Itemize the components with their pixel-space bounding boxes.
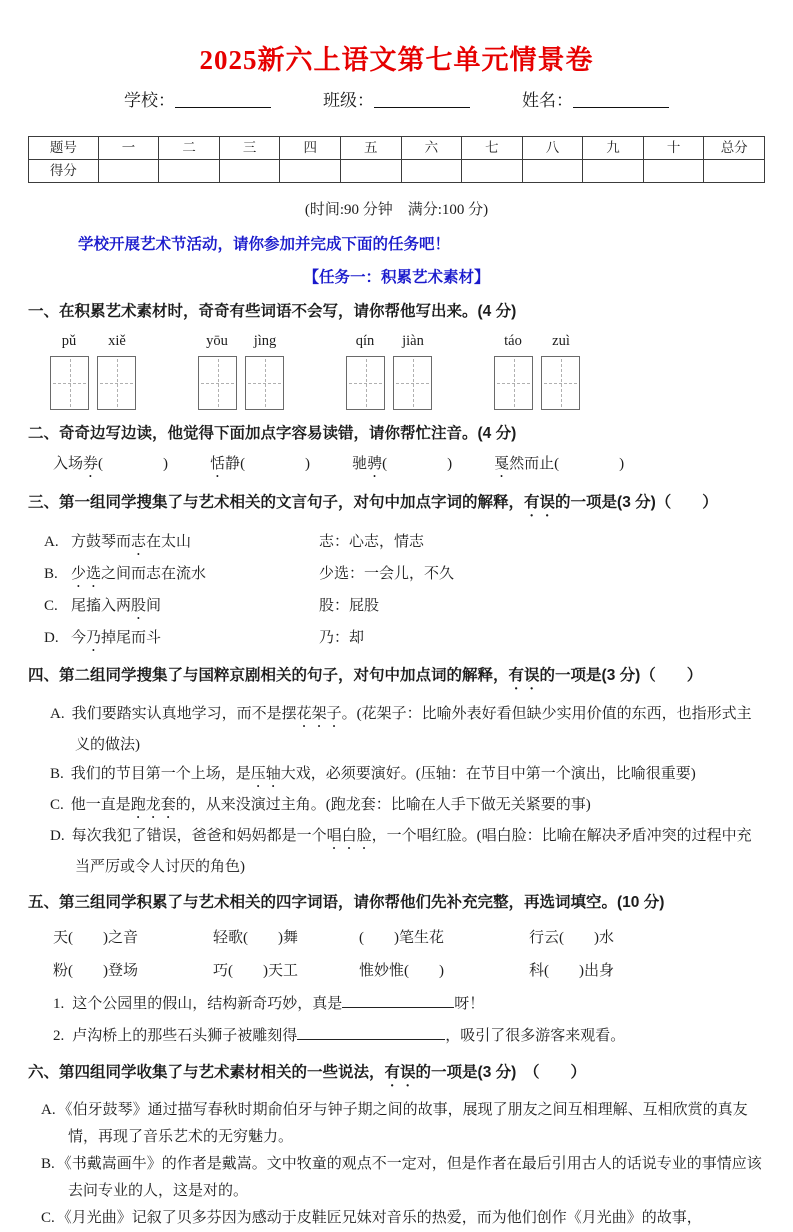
option-label: B. (50, 765, 64, 782)
q4-option-d[interactable] (28, 822, 765, 882)
item-number: 1. (53, 995, 65, 1012)
clause-text: 间 (146, 597, 162, 614)
dotted-char: 券 (83, 455, 99, 472)
writing-box[interactable] (50, 356, 89, 410)
option-text: 的，从来没演过主角。(跑龙套：比喻在人手下做无关紧要的事) (175, 796, 591, 813)
annotation-blank[interactable]: ( ) (382, 455, 453, 472)
clause-text: 方鼓琴而 (71, 533, 132, 550)
dotted-char: 有误 (384, 1063, 416, 1081)
score-header-cell: 一 (98, 136, 159, 159)
score-table-score-row (29, 159, 765, 182)
dotted-char: 骋 (367, 455, 383, 472)
option-text: 他一直是 (70, 796, 131, 813)
class-field (323, 88, 470, 114)
score-cell[interactable] (341, 159, 402, 182)
score-cell[interactable] (219, 159, 280, 182)
item-text: ，吸引了很多游客来观看。 (445, 1027, 626, 1044)
student-info-row (28, 88, 765, 114)
score-header-cell: 三 (219, 136, 280, 159)
dotted-char: 少选 (71, 565, 102, 582)
option-clause (71, 527, 319, 559)
q5-fill-item-2 (28, 1020, 765, 1052)
option-text: ，一个唱红脸。(唱白脸：比喻在解决矛盾冲突的过程中充当严厉或令人讨厌的角色) (75, 827, 752, 875)
school-label: 学校： (124, 91, 175, 111)
pinyin-group (50, 331, 136, 410)
name-label: 姓名： (522, 91, 573, 111)
annotation-blank[interactable]: ( ) (240, 455, 311, 472)
option-label: C. (50, 796, 64, 813)
class-input-line[interactable] (374, 90, 470, 108)
q2-item (53, 453, 168, 481)
pinyin-label: táo (504, 332, 522, 349)
pinyin-label: jìng (253, 332, 277, 349)
writing-box[interactable] (198, 356, 237, 410)
option-clause (71, 559, 319, 591)
item-text: 卢沟桥上的那些石头狮子被雕刻得 (72, 1027, 298, 1044)
q2-item (352, 453, 452, 481)
option-explain: 股：屁股 (319, 597, 380, 614)
heading-text: 的一项是(3 分)（ ） (555, 493, 718, 511)
q6-option-c[interactable] (28, 1205, 765, 1232)
q3-option-c[interactable] (28, 591, 765, 623)
score-cell[interactable] (159, 159, 220, 182)
option-explain: 乃：却 (319, 629, 365, 646)
option-label: B. (41, 1155, 55, 1172)
pinyin-label: pǔ (61, 332, 77, 349)
option-label: D. (50, 827, 65, 844)
word-text: 入场 (53, 455, 84, 472)
dotted-char: 恬 (210, 455, 226, 472)
option-label: A. (41, 1101, 56, 1118)
clause-text: 在太山 (146, 533, 192, 550)
q5-word[interactable]: 粉( )登场 (53, 962, 138, 979)
class-label: 班级： (323, 91, 374, 111)
dotted-char: 跑龙套 (130, 796, 176, 813)
exam-info: (时间:90 分钟 满分:100 分) (304, 201, 489, 218)
writing-box[interactable] (245, 356, 284, 410)
item-text: 呀！ (454, 995, 485, 1012)
dotted-char: 戛 (494, 455, 510, 472)
option-text: 。(花架子：比喻外表好看但缺少实用价值的东西，也指形式主义的做法) (75, 705, 752, 753)
q2-word-row (28, 453, 765, 481)
dotted-char: 股 (131, 597, 147, 614)
fill-blank[interactable] (342, 992, 454, 1008)
word-text: 驰 (352, 455, 368, 472)
dotted-char: 有误 (524, 493, 556, 511)
option-explain: 少选：一会儿，不久 (319, 565, 455, 582)
q6-heading (28, 1061, 765, 1090)
score-cell[interactable] (583, 159, 644, 182)
q5-word-row-1 (28, 922, 765, 955)
q3-option-b[interactable] (28, 559, 765, 591)
option-label: C. (44, 597, 58, 614)
q5-word[interactable]: 天( )之音 (53, 929, 138, 946)
heading-text: 四、第二组同学搜集了与国粹京剧相关的句子，对句中加点词的解释， (28, 666, 509, 684)
word-text: 然而止 (509, 455, 555, 472)
score-cell[interactable] (462, 159, 523, 182)
pinyin-labels (50, 331, 136, 353)
pinyin-label: yōu (206, 332, 228, 349)
score-cell[interactable] (704, 159, 765, 182)
q3-heading (28, 491, 765, 520)
score-header-cell: 十 (643, 136, 704, 159)
annotation-blank[interactable]: ( ) (98, 455, 169, 472)
pinyin-group (494, 331, 580, 410)
option-text: 大戏，必须要演好。(压轴：在节目中第一个演出，比喻很重要) (280, 765, 696, 782)
q6-option-a[interactable] (28, 1097, 765, 1151)
name-input-line[interactable] (573, 90, 669, 108)
pinyin-label: jiàn (402, 332, 424, 349)
q4-heading (28, 664, 765, 693)
pinyin-labels (198, 331, 284, 353)
score-header-cell: 六 (401, 136, 462, 159)
score-header-cell: 七 (462, 136, 523, 159)
school-field (124, 88, 271, 114)
option-text: 《伯牙鼓琴》通过描写春秋时期俞伯牙与钟子期之间的故事，展现了朋友之间互相理解、互相欣赏的真友情，再现了音乐艺术的无穷魅力。 (57, 1101, 748, 1145)
q2-item (494, 453, 624, 481)
word-text: 静 (225, 455, 241, 472)
q1-pinyin-area (28, 331, 765, 410)
option-text: 每次我犯了错误，爸爸和妈妈都是一个 (71, 827, 327, 844)
dotted-char: 唱白脸 (326, 827, 372, 844)
q5-fill-item-1 (28, 988, 765, 1020)
score-row-label: 得分 (29, 159, 99, 182)
q5-word[interactable]: 轻歌( )舞 (213, 929, 298, 946)
intro-text: 学校开展艺术节活动，请你参加并完成下面的任务吧！ (78, 236, 451, 254)
q2-item (210, 453, 310, 481)
pinyin-group (198, 331, 284, 410)
heading-text: 六、第四组同学收集了与艺术素材相关的一些说法， (28, 1063, 385, 1081)
writing-box[interactable] (393, 356, 432, 410)
pinyin-label: qín (355, 332, 375, 349)
option-clause (71, 591, 319, 623)
q1-heading: 一、在积累艺术素材时，奇奇有些词语不会写，请你帮他写出来。(4 分) (28, 302, 517, 320)
option-text: 我们的节目第一个上场，是 (70, 765, 251, 782)
heading-text: 的一项是(3 分)（ ） (539, 666, 703, 684)
q5-word-row-2 (28, 955, 765, 988)
item-number: 2. (53, 1027, 65, 1044)
score-header-cell: 二 (159, 136, 220, 159)
pinyin-labels (346, 331, 432, 353)
score-header-cell: 九 (583, 136, 644, 159)
option-label: C. (41, 1209, 55, 1226)
option-label: A. (44, 533, 59, 550)
score-header-cell: 五 (341, 136, 402, 159)
score-cell[interactable] (280, 159, 341, 182)
option-text: 我们要踏实认真地学习，而不是摆 (71, 705, 297, 722)
task-banner: 【任务一：积累艺术素材】 (303, 268, 490, 286)
heading-text: 的一项是(3 分) （ ） (415, 1063, 587, 1081)
exam-paper (0, 44, 793, 1232)
option-label: B. (44, 565, 58, 582)
dotted-char: 乃 (86, 629, 102, 646)
pinyin-label: xiě (108, 332, 126, 349)
q3-option-d[interactable] (28, 623, 765, 655)
q5-word[interactable]: 巧( )天工 (213, 962, 298, 979)
writing-box[interactable] (346, 356, 385, 410)
q5-word[interactable]: 科( )出身 (529, 962, 614, 979)
q6-option-b[interactable] (28, 1151, 765, 1205)
page-title: 2025新六上语文第七单元情景卷 (199, 45, 594, 75)
writing-box[interactable] (494, 356, 533, 410)
score-header-cell: 总分 (704, 136, 765, 159)
writing-box[interactable] (541, 356, 580, 410)
dotted-char: 志 (131, 533, 147, 550)
q2-heading: 二、奇奇边写边读，他觉得下面加点字容易读错，请你帮忙注音。(4 分) (28, 424, 517, 442)
dotted-char: 有误 (508, 666, 540, 684)
clause-text: 之间而志在流水 (101, 565, 207, 582)
name-field (522, 88, 669, 114)
score-header-cell: 四 (280, 136, 341, 159)
q4-option-c[interactable] (28, 791, 765, 822)
score-cell[interactable] (643, 159, 704, 182)
score-cell[interactable] (401, 159, 462, 182)
clause-text: 掉尾而斗 (101, 629, 162, 646)
q5-word[interactable]: 行云( )水 (529, 929, 614, 946)
heading-text: 三、第一组同学搜集了与艺术相关的文言句子，对句中加点字词的解释， (28, 493, 525, 511)
q3-option-a[interactable] (28, 527, 765, 559)
score-table-header-row (29, 136, 765, 159)
item-text: 这个公园里的假山，结构新奇巧妙，真是 (72, 995, 343, 1012)
q5-word[interactable]: 惟妙惟( ) (359, 962, 444, 979)
pinyin-label: zuì (552, 332, 570, 349)
score-header-cell: 八 (522, 136, 583, 159)
annotation-blank[interactable]: ( ) (554, 455, 625, 472)
dotted-char: 压轴 (250, 765, 281, 782)
option-label: D. (44, 629, 59, 646)
score-cell[interactable] (98, 159, 159, 182)
score-table (28, 136, 765, 183)
writing-box[interactable] (97, 356, 136, 410)
school-input-line[interactable] (175, 90, 271, 108)
clause-text: 今 (71, 629, 87, 646)
option-text: 《书戴嵩画牛》的作者是戴嵩。文中牧童的观点不一定对，但是作者在最后引用古人的话说专业的事情应该去问专业的人，这是对的。 (56, 1155, 762, 1199)
option-clause (71, 623, 319, 655)
option-explain: 志：心志，情志 (319, 533, 425, 550)
q4-option-b[interactable] (28, 760, 765, 791)
score-cell[interactable] (522, 159, 583, 182)
clause-text: 尾搐入两 (71, 597, 132, 614)
option-text: 《月光曲》记叙了贝多芬因为感动于皮鞋匠兄妹对音乐的热爱，而为他们创作《月光曲》的故事， (56, 1209, 702, 1226)
fill-blank[interactable] (297, 1024, 445, 1040)
pinyin-labels (494, 331, 580, 353)
q4-option-a[interactable] (28, 700, 765, 760)
q5-heading: 五、第三组同学积累了与艺术相关的四字词语，请你帮他们先补充完整，再选词填空。(10 分) (28, 893, 665, 911)
dotted-char: 花架子 (296, 705, 342, 722)
pinyin-group (346, 331, 432, 410)
option-label: A. (50, 705, 65, 722)
q5-word[interactable]: ( )笔生花 (359, 929, 444, 946)
score-header-cell: 题号 (29, 136, 99, 159)
